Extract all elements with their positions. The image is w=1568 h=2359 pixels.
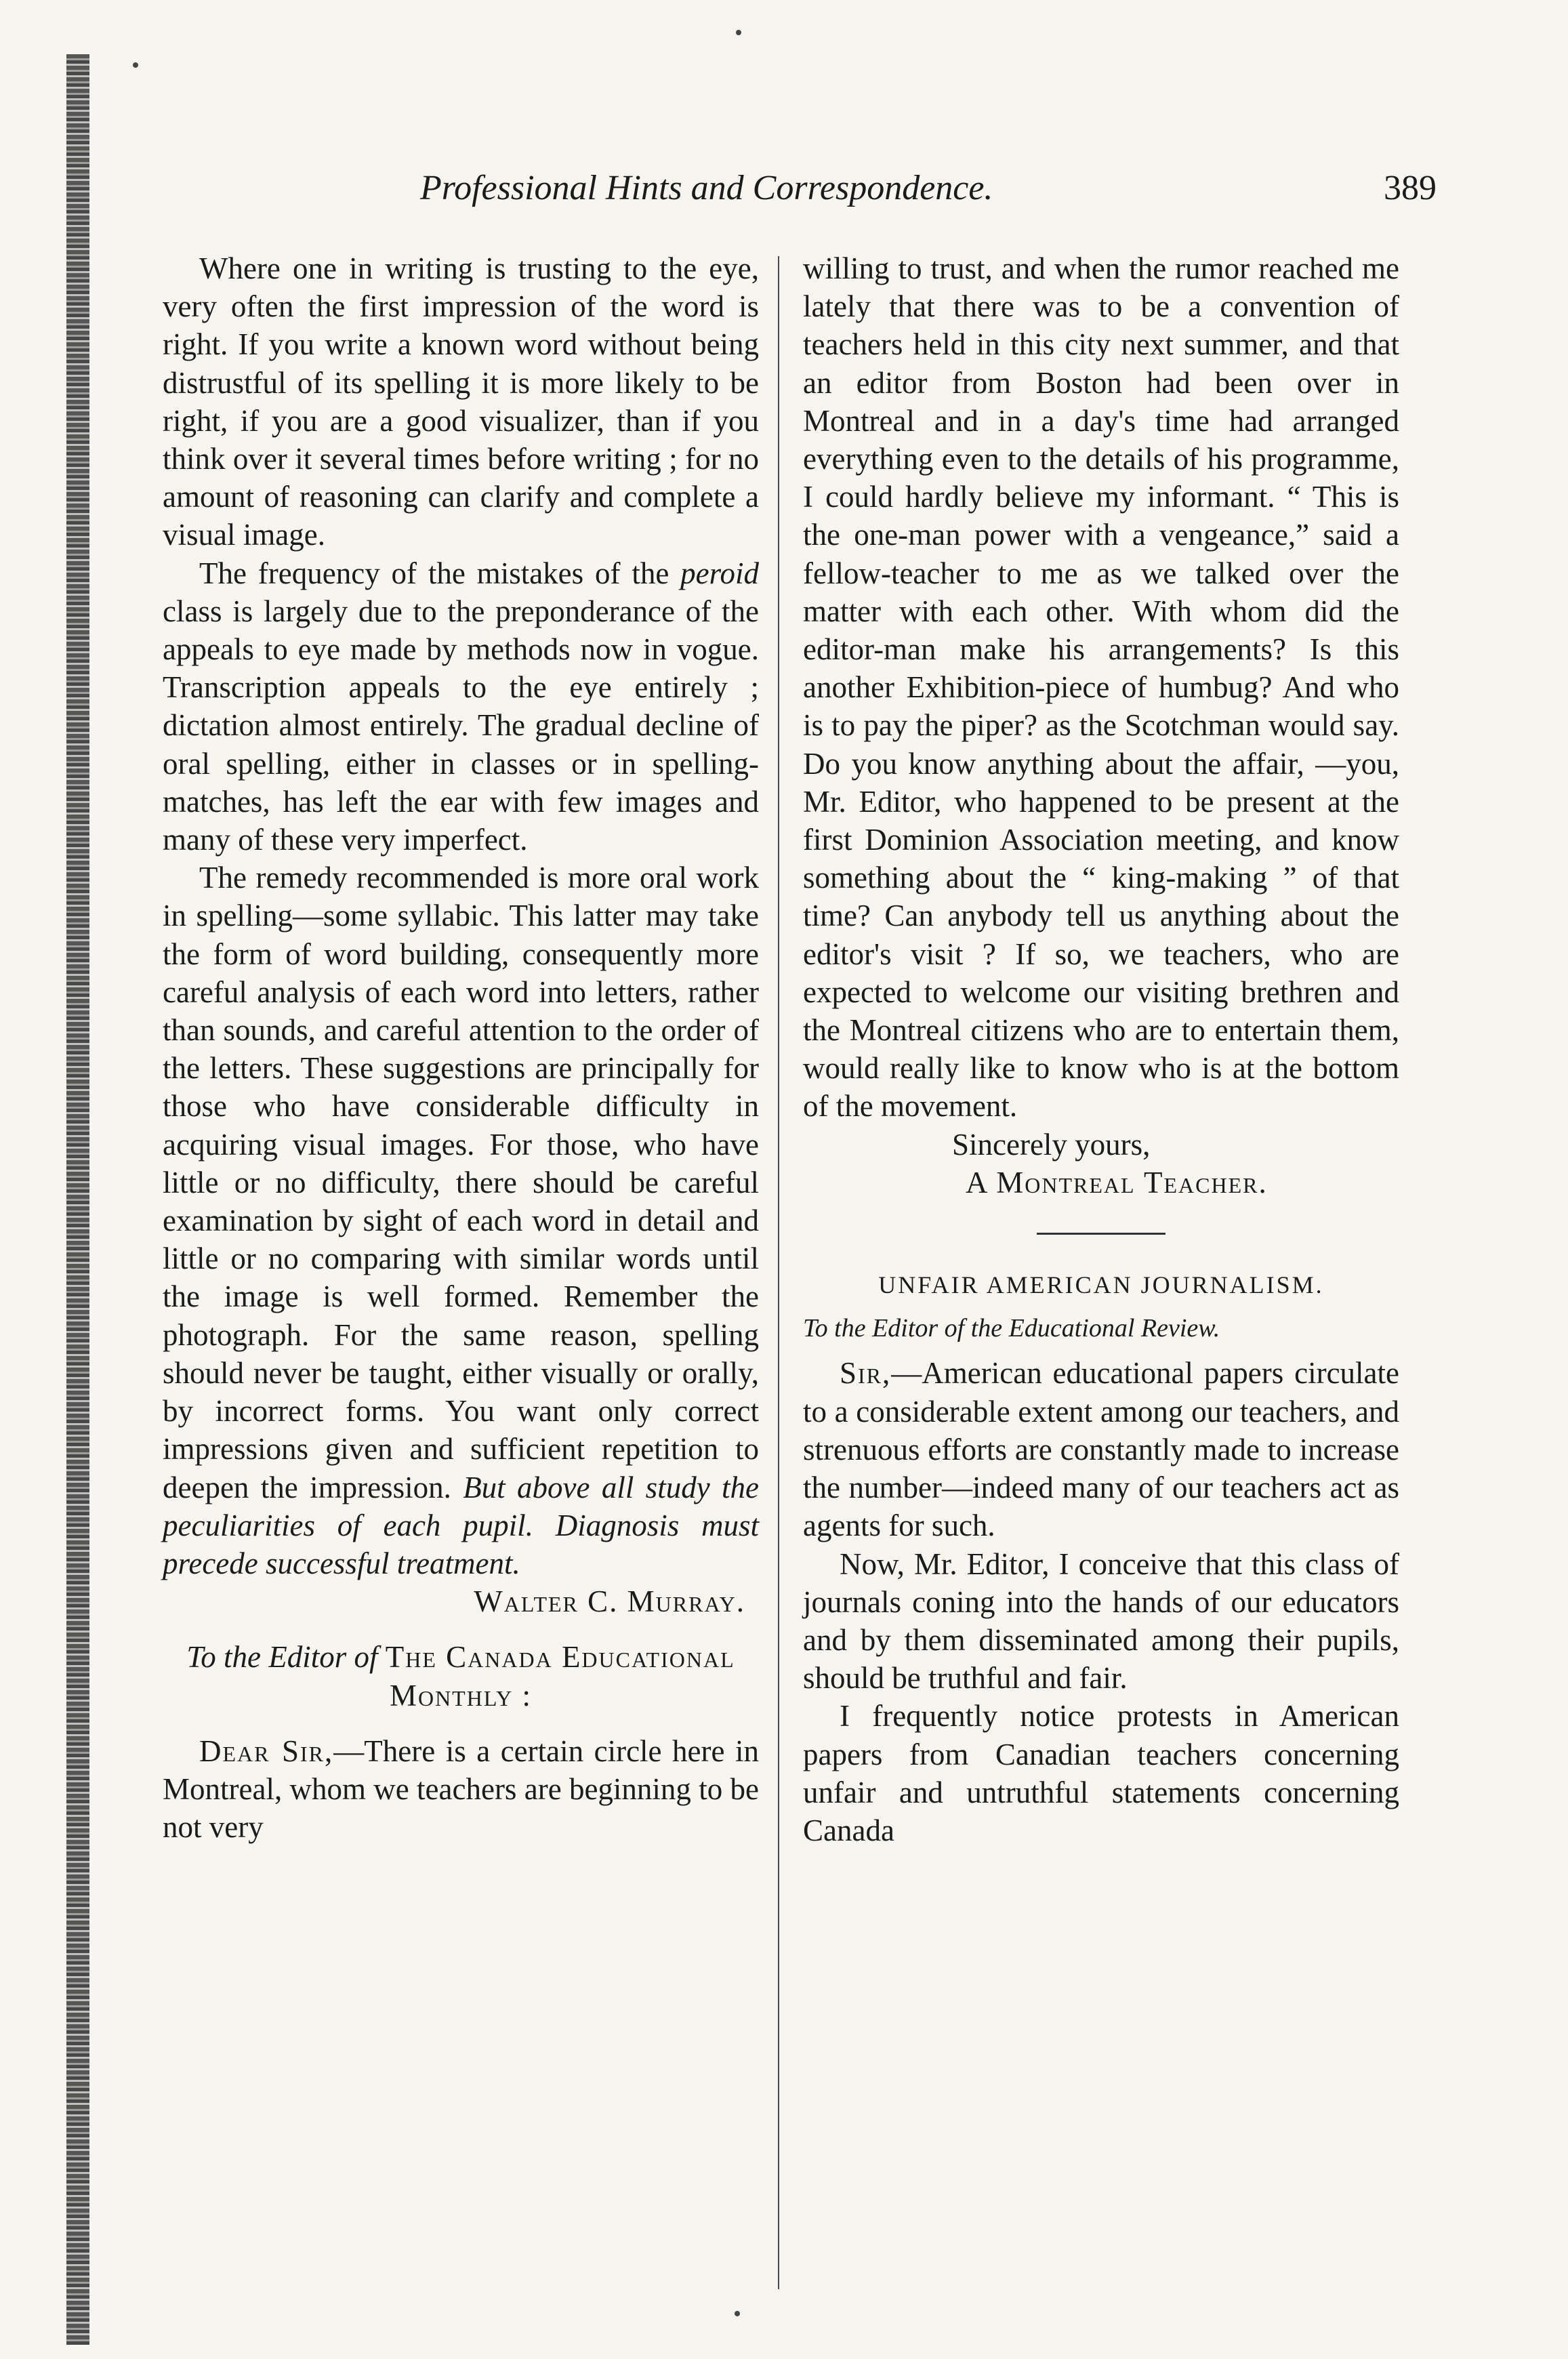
signature: Walter C. Murray. [474, 1584, 745, 1619]
italic-word: peroid [680, 556, 759, 590]
paragraph: willing to trust, and when the rumor reached me lately that there was to be a convention of teachers held in this city next summer, and that an editor from Boston had been over in Montreal and in a day's time had arranged everything even to the details of his programme, I could hardly believe my informant. “ This is the one-man power with a vengeance,” said a fellow-teacher to me as we talked over the matter with each other. With whom did the editor-man make his arrangements? Is this another Exhibition-piece of humbug? And who is to pay the piper? as the Scotchman would say. Do you know anything about the affair, —you, Mr. Editor, who happened to be present at the first Dominion Association meeting, and know something about the “ king-making ” of that time? Can anybody tell us anything about the editor's visit ? If so, we teachers, who are expected to welcome our visiting brethren and the Montreal citizens who are to entertain them, would really like to know who is at the bottom of the movement. [803, 251, 1399, 1124]
to-editor-line [163, 1638, 759, 1714]
print-speck [133, 62, 138, 68]
text-run: class is largely due to the preponderance of the appeals to eye made by methods now in vogue. Transcription appeals to the eye entirely ; dictation almost entirely. The gradual decline of oral spelling, either in classes or in spelling-matches, has left the ear with few images and many of these very imperfect. [163, 594, 759, 857]
paragraph [803, 1354, 1399, 1544]
column-rule [778, 256, 779, 2289]
right-column [803, 249, 1399, 1849]
paragraph [163, 859, 759, 1582]
running-header [407, 161, 1437, 216]
paragraph: Where one in writing is trusting to the eye, very often the first impression of the word is right. If you write a known word without being distrustful of its spelling it is more likely to be right, if you are a good visualizer, than if you think over it several times before writing ; for no amount of reasoning can clarify and complete a visual image. [163, 251, 759, 552]
text-run: The Canada Educational Monthly : [385, 1640, 735, 1712]
text-run: —American educational papers circulate to a considerable extent among our teachers, and strenuous efforts are constantly made to increase the number—indeed many of our teachers act as agents for such. [803, 1356, 1399, 1543]
paragraph [163, 554, 759, 859]
page-number: 389 [1384, 169, 1437, 207]
salutation: Sir, [840, 1356, 892, 1391]
text-run: To the Editor of [186, 1640, 386, 1675]
print-speck [736, 30, 741, 35]
text-run: —There is a certain circle here in Montreal, whom we teachers are beginning to be not very [163, 1734, 759, 1845]
running-title: Professional Hints and Correspondence. [420, 169, 993, 207]
paragraph [163, 1732, 759, 1847]
text-run: The frequency of the mistakes of the [199, 556, 681, 590]
paragraph: Now, Mr. Editor, I conceive that this class of journals coning into the hands of our educators and by them disseminated among their pupils, should be truthful and fair. [803, 1546, 1399, 1696]
salutation: Dear Sir, [199, 1734, 334, 1768]
text-run: The remedy recommended is more oral work in spelling—some syllabic. This latter may take the form of word building, consequently more careful analysis of each word into letters, rather than sounds, and careful attention to the order of the letters. These suggestions are principally for those who have considerable difficulty in acquiring visual images. For those, who have little or no difficulty, there should be careful examination by sight of each word in detail and little or no comparing with similar words until the image is well formed. Remember the photograph. For the same reason, spelling should never be taught, either visually or orally, by incorrect forms. You want only correct impressions given and sufficient repetition to deepen the impression. [163, 861, 759, 1504]
closing-signature: A Montreal Teacher. [966, 1165, 1268, 1199]
left-column [163, 249, 759, 1846]
paragraph: I frequently notice protests in American papers from Canadian teachers concerning unfair and untruthful statements concerning Canada [803, 1699, 1399, 1847]
to-editor-line: To the Editor of the Educational Review. [803, 1314, 1220, 1343]
section-divider [1037, 1233, 1165, 1235]
italic-emphasis: But above all study the peculiarities of each pupil. Diagnosis must precede successful treatment. [163, 1470, 759, 1580]
section-title: UNFAIR AMERICAN JOURNALISM. [878, 1271, 1324, 1299]
page-binding-edge [66, 54, 89, 2345]
print-speck [735, 2311, 740, 2316]
closing: Sincerely yours, [952, 1127, 1151, 1162]
